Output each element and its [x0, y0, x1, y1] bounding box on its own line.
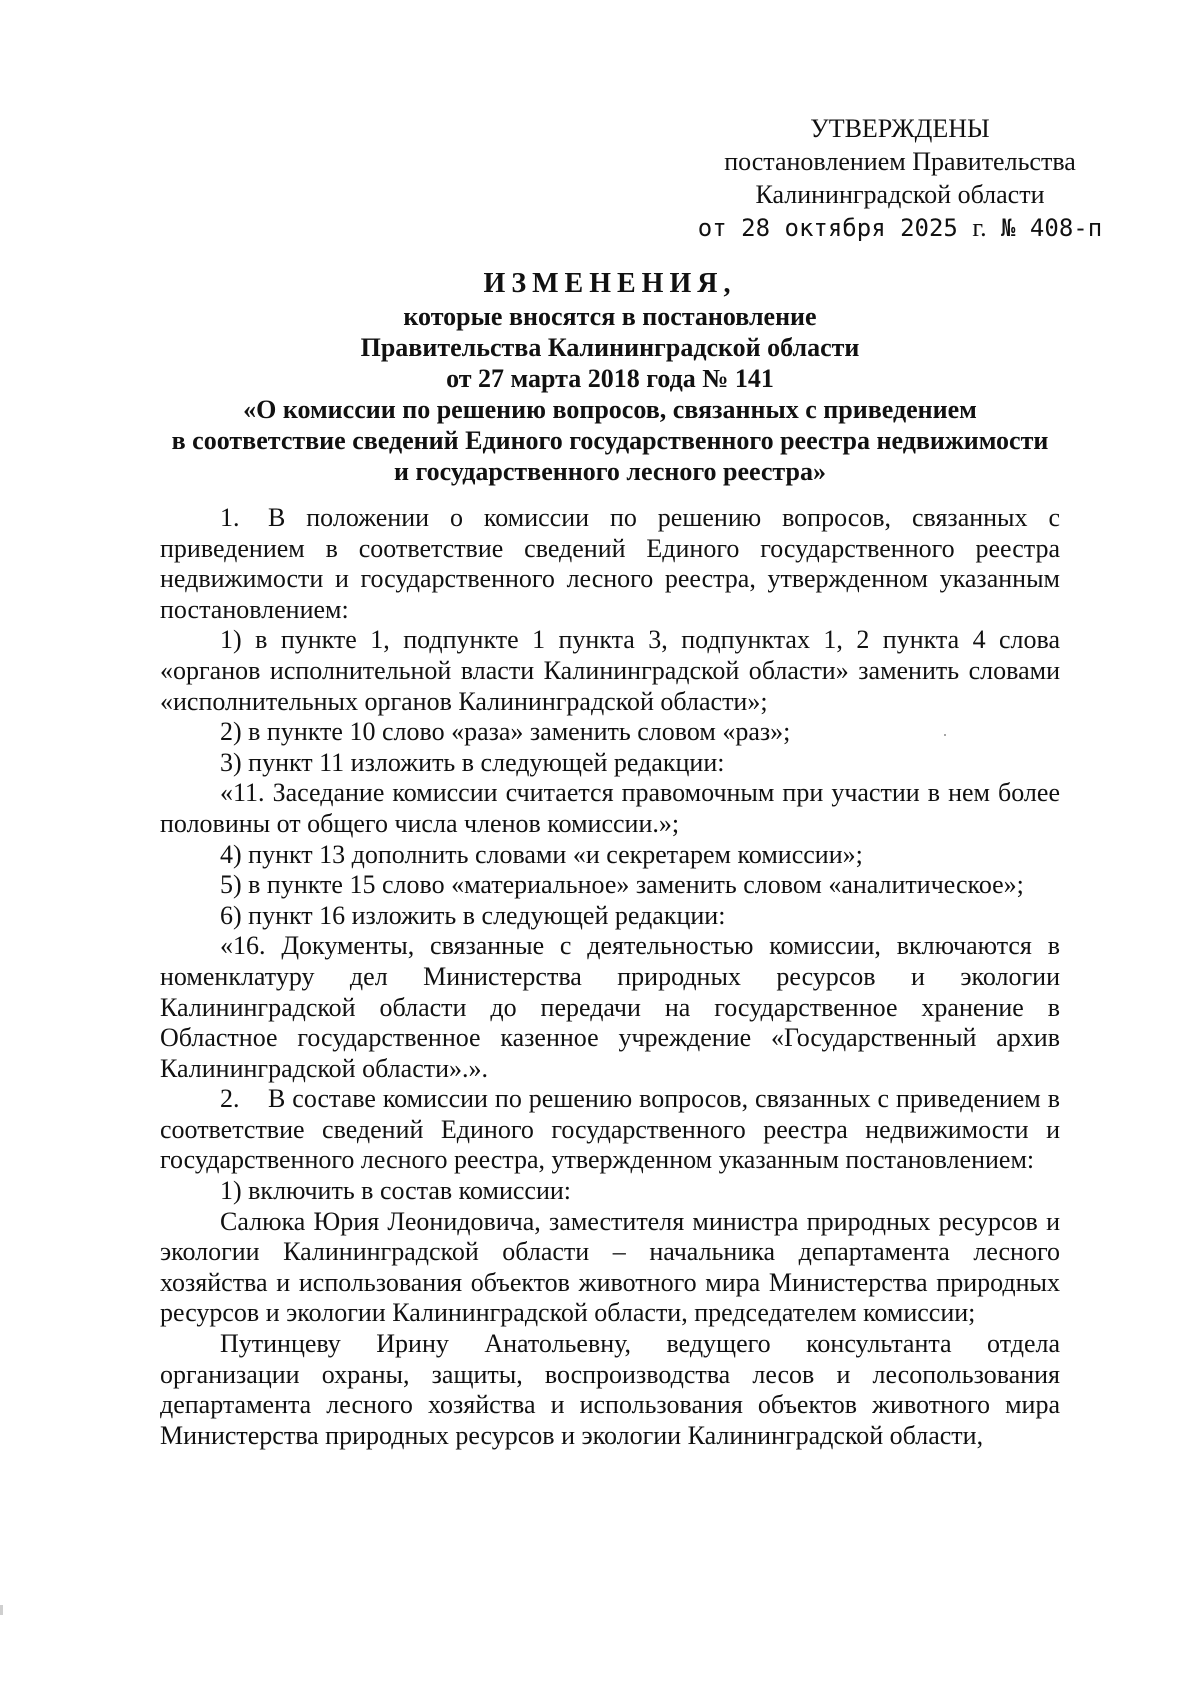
approval-title: УТВЕРЖДЕНЫ: [810, 114, 990, 143]
paragraph-1-text: В положении о комиссии по решению вопросов, связанных с приведением в соответствие сведений Единого государственного реестра недвижимости и государственного лесного реестра, утвержденном указанным постановлением:: [160, 503, 1060, 624]
paragraph-2-text: В составе комиссии по решению вопросов, связанных с приведением в соответствие сведений Единого государственного реестра недвижимости и государственного лесного реестра, утвержденном указанным постановлением:: [160, 1084, 1060, 1175]
document-heading: [160, 268, 1060, 487]
paragraph-1-item-4: 4) пункт 13 дополнить словами «и секретарем комиссии»;: [220, 839, 863, 869]
heading-line-2: Правительства Калининградской области: [360, 333, 860, 362]
paragraph-1-number: 1.: [220, 503, 240, 532]
approval-stamp: [640, 112, 1160, 245]
paragraph-1-item-6-text: «16. Документы, связанные с деятельностью комиссии, включаются в номенклатуру дел Министерства природных ресурсов и экологии Калининградской области до передачи на государственное хранение в Областное государственное казенное учреждение «Государственный архив Калининградской области».».: [160, 931, 1060, 1083]
heading-line-6: и государственного лесного реестра»: [394, 457, 826, 486]
scan-edge-mark: [0, 1605, 3, 1615]
paragraph-2-member-2: Путинцеву Ирину Анатольевну, ведущего консультанта отдела организации охраны, защиты, воспроизводства лесов и лесопользования департамента лесного хозяйства и использования объектов животного мира Министерства природных ресурсов и экологии Калининградской области,: [160, 1329, 1060, 1450]
paragraph-1: [160, 503, 1060, 625]
approval-date-year-mark: г.: [972, 213, 987, 242]
paragraph-2: [160, 1084, 1060, 1176]
heading-line-3: от 27 марта 2018 года № 141: [446, 364, 774, 393]
paragraph-2-member-1: Салюка Юрия Леонидовича, заместителя министра природных ресурсов и экологии Калининградской области – начальника департамента лесного хозяйства и использования объектов животного мира Министерства природных ресурсов и экологии Калининградской области, председателем комиссии;: [160, 1206, 1060, 1328]
paragraph-1-item-2: 2) в пункте 10 слово «раза» заменить словом «раз»;: [220, 717, 791, 747]
heading-main: ИЗМЕНЕНИЯ,: [483, 268, 737, 299]
approval-number: № 408-п: [1001, 214, 1103, 242]
heading-line-4: «О комиссии по решению вопросов, связанных с приведением: [243, 395, 977, 424]
scan-speck: [944, 734, 946, 736]
paragraph-1-item-1: 1) в пункте 1, подпункте 1 пункта 3, подпунктах 1, 2 пункта 4 слова «органов исполнительной власти Калининградской области» заменить словами «исполнительных органов Калининградской области»;: [160, 625, 1060, 716]
paragraph-1-item-3: 3) пункт 11 изложить в следующей редакции:: [220, 747, 725, 777]
document-body: [160, 503, 1060, 1451]
approval-line-2: Калининградской области: [755, 180, 1045, 209]
heading-line-5: в соответствие сведений Единого государственного реестра недвижимости: [171, 426, 1049, 455]
approval-line-1: постановлением Правительства: [724, 147, 1076, 176]
paragraph-2-item-1: 1) включить в состав комиссии:: [220, 1176, 571, 1206]
paragraph-1-item-6: 6) пункт 16 изложить в следующей редакции:: [220, 900, 726, 930]
approval-date-prefix: от 28 октября 2025: [697, 214, 958, 242]
paragraph-1-item-3-text: «11. Заседание комиссии считается правомочным при участии в нем более половины от общего числа членов комиссии.»;: [160, 778, 1060, 838]
paragraph-1-item-5: 5) в пункте 15 слово «материальное» заменить словом «аналитическое»;: [220, 870, 1024, 900]
paragraph-2-number: 2.: [220, 1084, 240, 1114]
approval-date: [640, 211, 1160, 245]
heading-line-1: которые вносятся в постановление: [403, 302, 817, 331]
